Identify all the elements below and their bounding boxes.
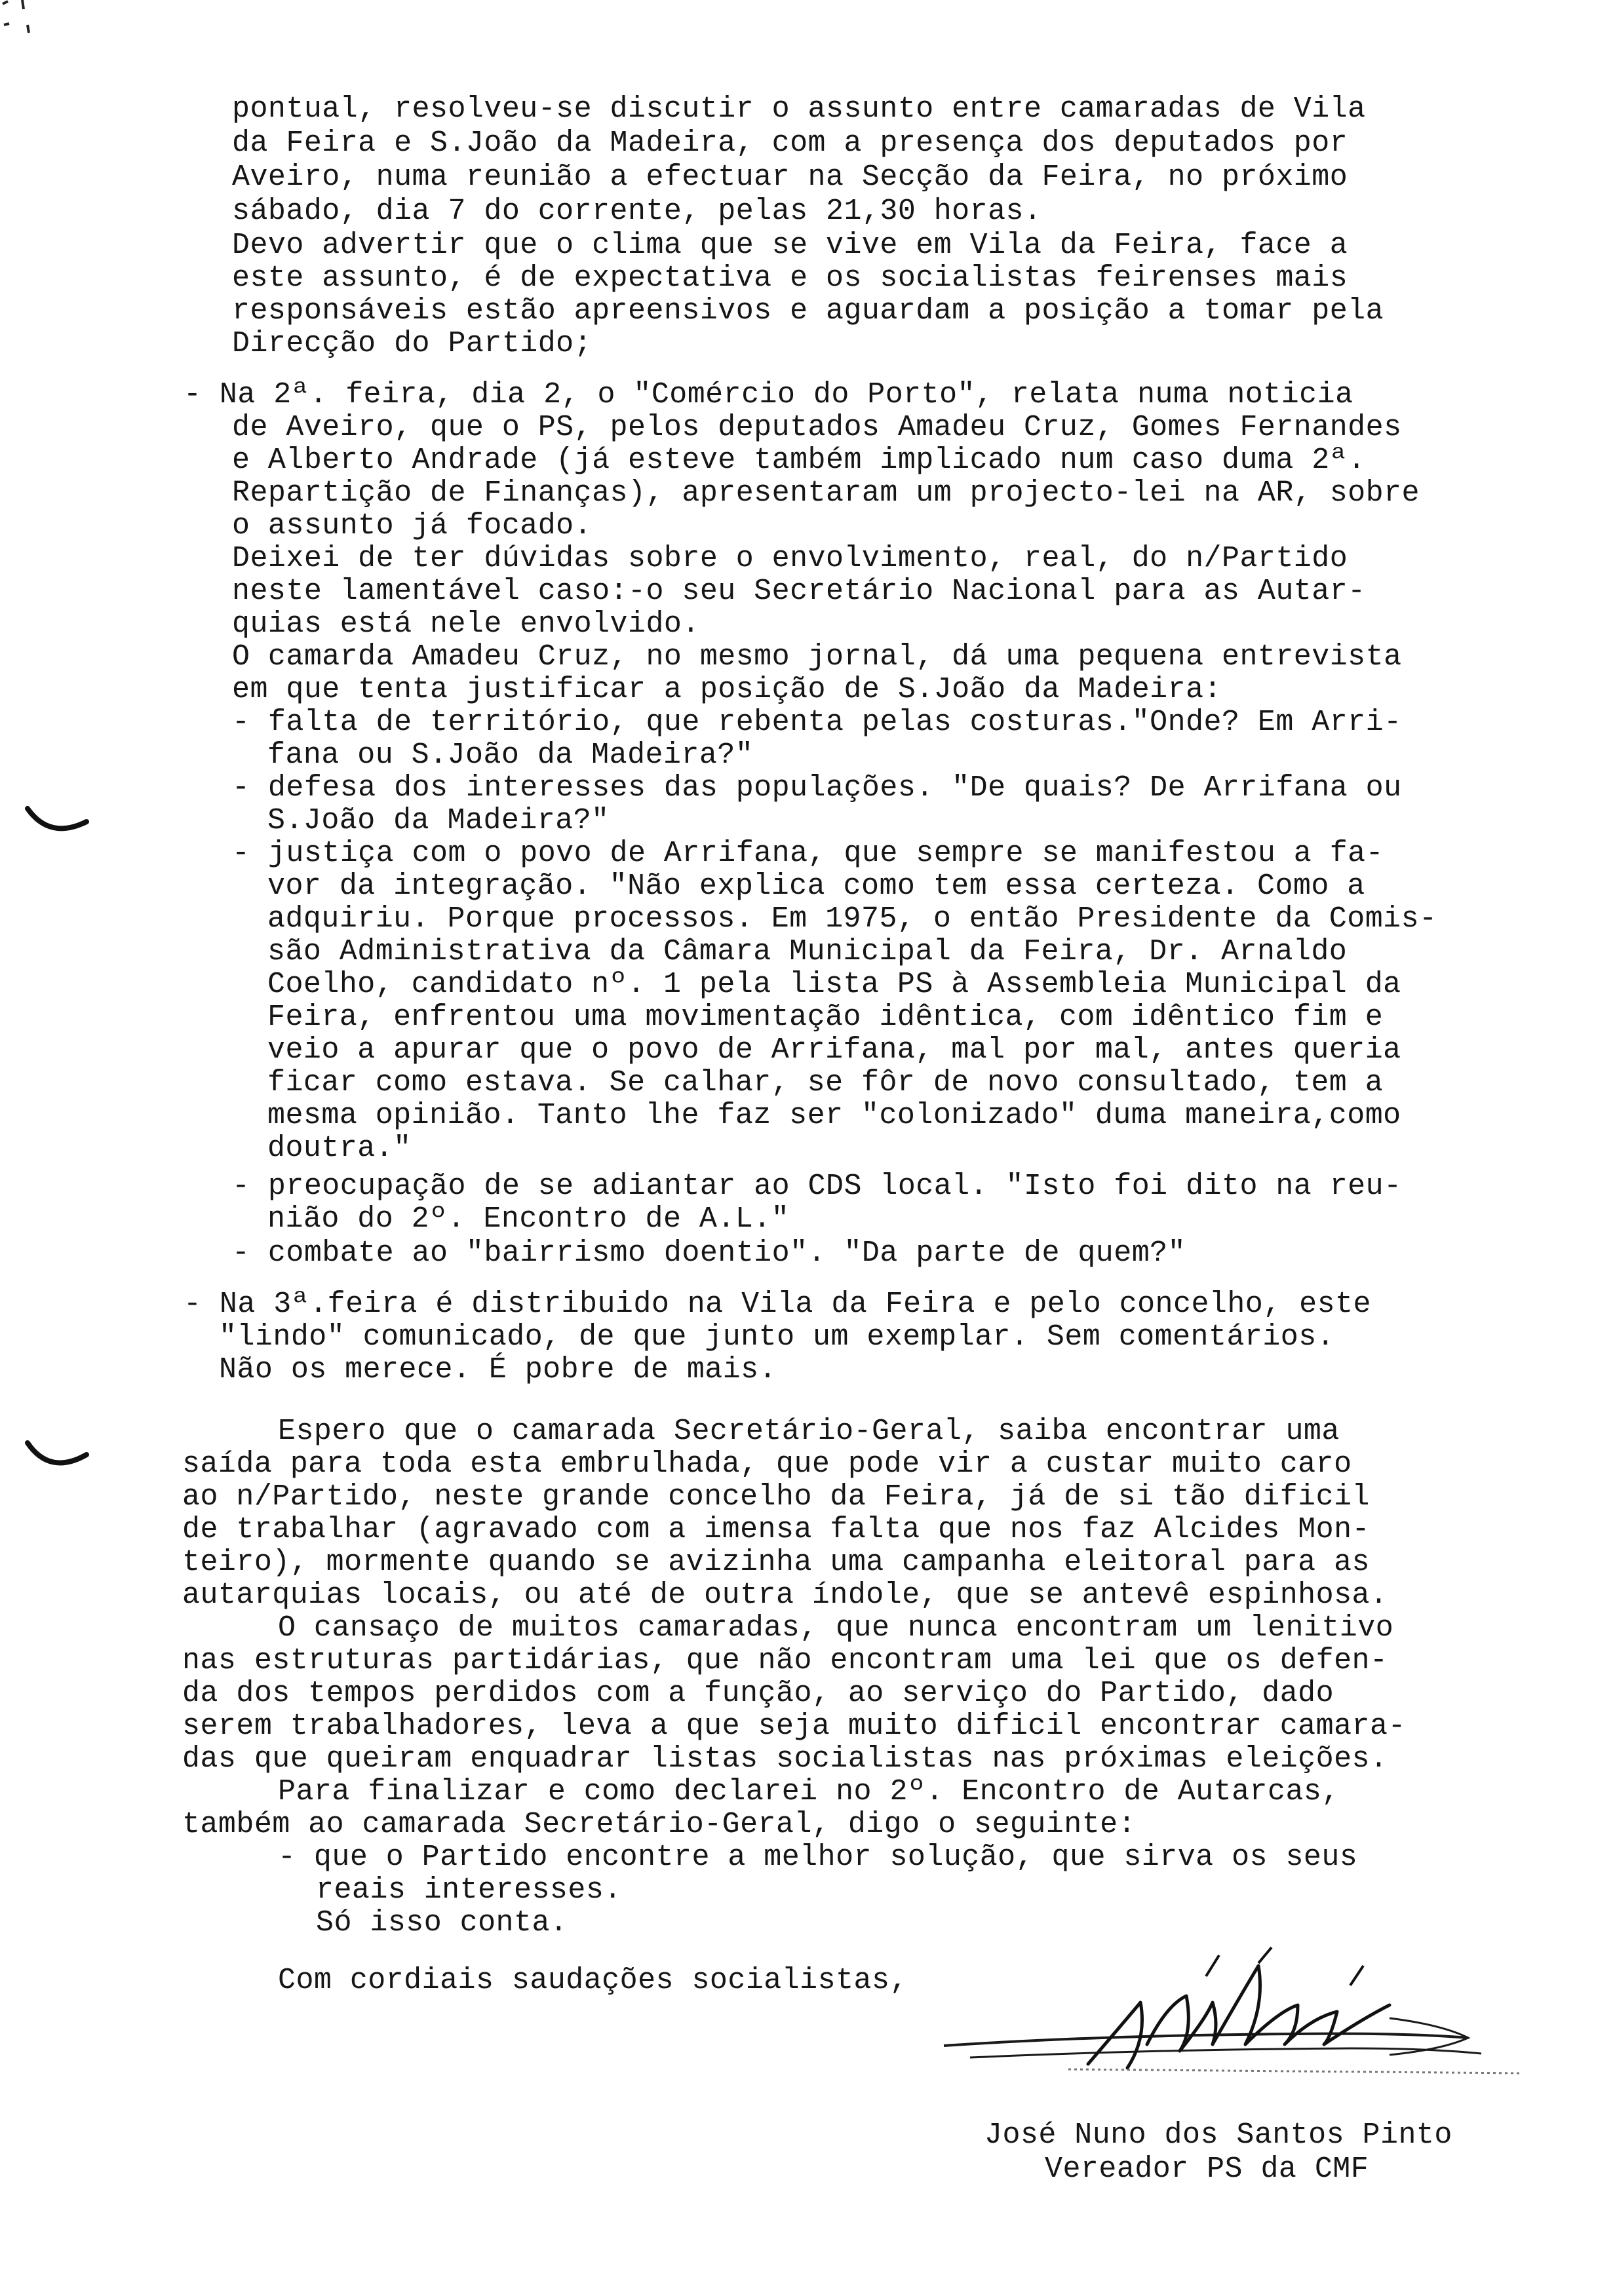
- text-line: também ao camarada Secretário-Geral, digo o seguinte:: [182, 1808, 1137, 1841]
- text-line: responsáveis estão apreensivos e aguardam a posição a tomar pela: [232, 294, 1384, 328]
- text-line: Só isso conta.: [316, 1906, 568, 1940]
- text-line: saída para toda esta embrulhada, que pode vir a custar muito caro: [182, 1447, 1352, 1481]
- text-line: - preocupação de se adiantar ao CDS local. "Isto foi dito na reu-: [232, 1170, 1402, 1203]
- text-line: - defesa dos interesses das populações. "De quais? De Arrifana ou: [232, 771, 1402, 805]
- text-line: Repartição de Finanças), apresentaram um projecto-lei na AR, sobre: [232, 476, 1420, 510]
- punch-mark-lower-icon: [24, 1435, 96, 1487]
- text-line: O cansaço de muitos camaradas, que nunca encontram um lenitivo: [278, 1611, 1394, 1645]
- text-line: - combate ao "bairrismo doentio". "Da parte de quem?": [232, 1236, 1186, 1270]
- text-line: S.João da Madeira?": [267, 804, 610, 837]
- text-line: - falta de território, que rebenta pelas costuras."Onde? Em Arri-: [232, 706, 1402, 739]
- text-line: ao n/Partido, neste grande concelho da Feira, já de si tão dificil: [182, 1480, 1370, 1514]
- text-line: Feira, enfrentou uma movimentação idêntica, com idêntico fim e: [267, 1001, 1384, 1034]
- signature-icon: [931, 1940, 1534, 2097]
- text-line: Não os merece. É pobre de mais.: [219, 1353, 777, 1387]
- scan-specks-icon: [0, 0, 66, 46]
- text-line: sábado, dia 7 do corrente, pelas 21,30 horas.: [232, 195, 1042, 228]
- text-line: doutra.": [267, 1132, 412, 1165]
- punch-mark-upper-icon: [24, 799, 96, 852]
- text-line: - que o Partido encontre a melhor solução, que sirva os seus: [278, 1841, 1358, 1874]
- text-line: Direcção do Partido;: [232, 327, 593, 360]
- text-line: nião do 2º. Encontro de A.L.": [267, 1202, 790, 1236]
- text-line: Para finalizar e como declarei no 2º. Encontro de Autarcas,: [278, 1775, 1340, 1808]
- text-line: fana ou S.João da Madeira?": [267, 738, 754, 772]
- text-line: em que tenta justificar a posição de S.João da Madeira:: [232, 673, 1222, 706]
- text-line: - Na 3ª.feira é distribuido na Vila da Feira e pelo concelho, este: [184, 1288, 1371, 1321]
- text-line: pontual, resolveu-se discutir o assunto entre camaradas de Vila: [232, 92, 1366, 126]
- text-line: Aveiro, numa reunião a efectuar na Secção da Feira, no próximo: [232, 161, 1348, 194]
- text-line: este assunto, é de expectativa e os socialistas feirenses mais: [232, 261, 1348, 295]
- text-line: autarquias locais, ou até de outra índole, que se antevê espinhosa.: [182, 1578, 1388, 1612]
- text-line: são Administrativa da Câmara Municipal da Feira, Dr. Arnaldo: [267, 935, 1348, 968]
- text-line: ficar como estava. Se calhar, se fôr de novo consultado, tem a: [267, 1066, 1384, 1100]
- text-line: - justiça com o povo de Arrifana, que sempre se manifestou a fa-: [232, 837, 1384, 870]
- text-line: quias está nele envolvido.: [232, 607, 700, 641]
- text-line: Espero que o camarada Secretário-Geral, saiba encontrar uma: [278, 1415, 1340, 1448]
- text-line: "lindo" comunicado, de que junto um exemplar. Sem comentários.: [219, 1320, 1335, 1354]
- text-line: - Na 2ª. feira, dia 2, o "Comércio do Porto", relata numa noticia: [184, 378, 1353, 411]
- text-line: adquiriu. Porque processos. Em 1975, o então Presidente da Comis-: [267, 902, 1437, 936]
- text-line: O camarda Amadeu Cruz, no mesmo jornal, dá uma pequena entrevista: [232, 640, 1402, 674]
- text-line: da Feira e S.João da Madeira, com a presença dos deputados por: [232, 126, 1348, 160]
- text-line: mesma opinião. Tanto lhe faz ser "colonizado" duma maneira,como: [267, 1099, 1401, 1132]
- text-line: Devo advertir que o clima que se vive em Vila da Feira, face a: [232, 229, 1348, 262]
- text-line: Com cordiais saudações socialistas,: [278, 1964, 908, 1997]
- text-line: serem trabalhadores, leva a que seja muito dificil encontrar camara-: [182, 1710, 1406, 1743]
- text-line: e Alberto Andrade (já esteve também implicado num caso duma 2ª.: [232, 444, 1366, 477]
- text-line: Coelho, candidato nº. 1 pela lista PS à Assembleia Municipal da: [267, 968, 1401, 1001]
- text-line: das que queiram enquadrar listas socialistas nas próximas eleições.: [182, 1742, 1388, 1776]
- text-line: de trabalhar (agravado com a imensa falta que nos faz Alcides Mon-: [182, 1513, 1370, 1546]
- text-line: nas estruturas partidárias, que não encontram uma lei que os defen-: [182, 1644, 1388, 1677]
- signatory-name: José Nuno dos Santos Pinto: [984, 2118, 1452, 2152]
- text-line: o assunto já focado.: [232, 509, 593, 543]
- text-line: Deixei de ter dúvidas sobre o envolvimento, real, do n/Partido: [232, 542, 1348, 575]
- text-line: neste lamentável caso:-o seu Secretário Nacional para as Autar-: [232, 575, 1366, 608]
- text-line: da dos tempos perdidos com a função, ao serviço do Partido, dado: [182, 1677, 1334, 1710]
- text-line: reais interesses.: [316, 1873, 622, 1907]
- text-line: teiro), mormente quando se avizinha uma campanha eleitoral para as: [182, 1546, 1370, 1579]
- text-line: veio a apurar que o povo de Arrifana, mal por mal, antes queria: [267, 1033, 1401, 1067]
- text-line: de Aveiro, que o PS, pelos deputados Amadeu Cruz, Gomes Fernandes: [232, 411, 1402, 444]
- text-line: vor da integração. "Não explica como tem essa certeza. Como a: [267, 870, 1365, 903]
- signatory-title: Vereador PS da CMF: [1045, 2152, 1369, 2186]
